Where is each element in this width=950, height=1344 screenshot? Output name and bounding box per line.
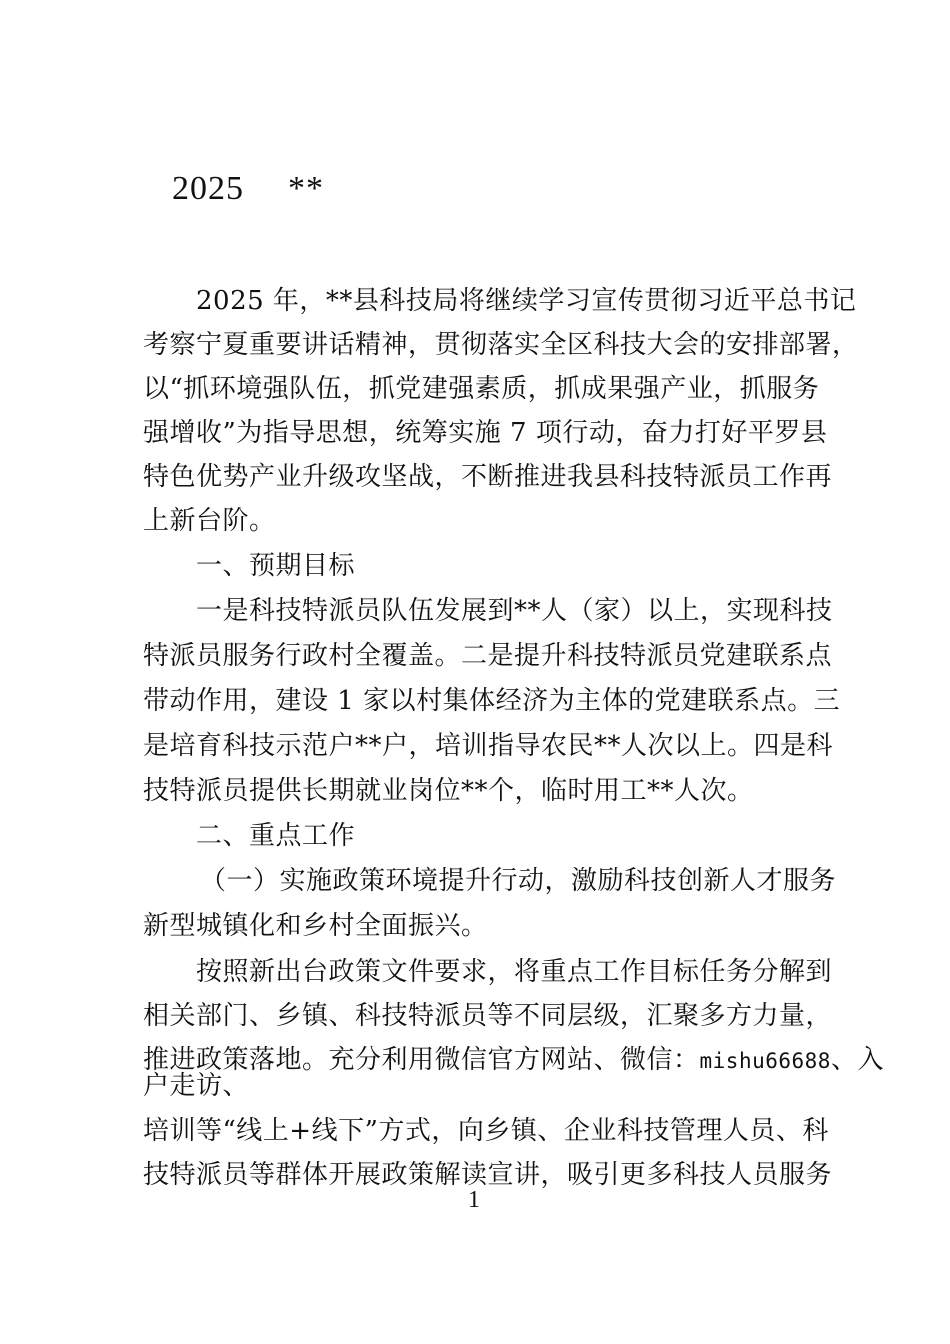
paragraph-line: 特色优势产业升级攻坚战，不断推进我县科技特派员工作再 bbox=[143, 462, 833, 492]
paragraph-line: 强增收”为指导思想，统筹实施 7 项行动，奋力打好平罗县 bbox=[143, 418, 828, 448]
paragraph-line: 以“抓环境强队伍，抓党建强素质，抓成果强产业，抓服务 bbox=[143, 374, 820, 404]
line-text: 推进政策落地。充分利用微信官方网站、微信： bbox=[143, 1045, 700, 1075]
title-stars: ** bbox=[288, 170, 324, 207]
title-year: 2025 bbox=[172, 170, 244, 207]
paragraph-line bbox=[143, 1045, 884, 1076]
paragraph-line: 新型城镇化和乡村全面振兴。 bbox=[143, 911, 488, 941]
paragraph-line: 一是科技特派员队伍发展到**人（家）以上，实现科技 bbox=[196, 596, 833, 626]
section-heading: 二、重点工作 bbox=[196, 821, 356, 851]
subsection-heading: （一）实施政策环境提升行动，激励科技创新人才服务 bbox=[200, 866, 837, 896]
paragraph-line: 培训等“线上+线下”方式，向乡镇、企业科技管理人员、科 bbox=[143, 1116, 829, 1146]
paragraph-line: 考察宁夏重要讲话精神，贯彻落实全区科技大会的安排部署， bbox=[143, 330, 859, 360]
section-heading: 一、预期目标 bbox=[196, 551, 356, 581]
paragraph-line: 上新台阶。 bbox=[143, 506, 276, 536]
paragraph-line: 技特派员提供长期就业岗位**个，临时用工**人次。 bbox=[143, 776, 754, 806]
paragraph-line: 技特派员等群体开展政策解读宣讲，吸引更多科技人员服务 bbox=[143, 1160, 833, 1190]
page-number: 1 bbox=[468, 1187, 480, 1213]
paragraph-line: 是培育科技示范户**户，培训指导农民**人次以上。四是科 bbox=[143, 731, 834, 761]
paragraph-line: 带动作用，建设 1 家以村集体经济为主体的党建联系点。三 bbox=[143, 686, 841, 716]
line-text: 、入 bbox=[830, 1045, 884, 1075]
paragraph-line: 按照新出台政策文件要求，将重点工作目标任务分解到 bbox=[196, 957, 833, 987]
paragraph-line: 户走访、 bbox=[143, 1071, 250, 1101]
document-title bbox=[172, 170, 324, 208]
paragraph-line: 相关部门、乡镇、科技特派员等不同层级，汇聚多方力量， bbox=[143, 1001, 833, 1031]
paragraph-line: 2025 年，**县科技局将继续学习宣传贯彻习近平总书记 bbox=[196, 286, 857, 316]
wechat-id: mishu66688 bbox=[699, 1049, 831, 1073]
paragraph-line: 特派员服务行政村全覆盖。二是提升科技特派员党建联系点 bbox=[143, 641, 833, 671]
